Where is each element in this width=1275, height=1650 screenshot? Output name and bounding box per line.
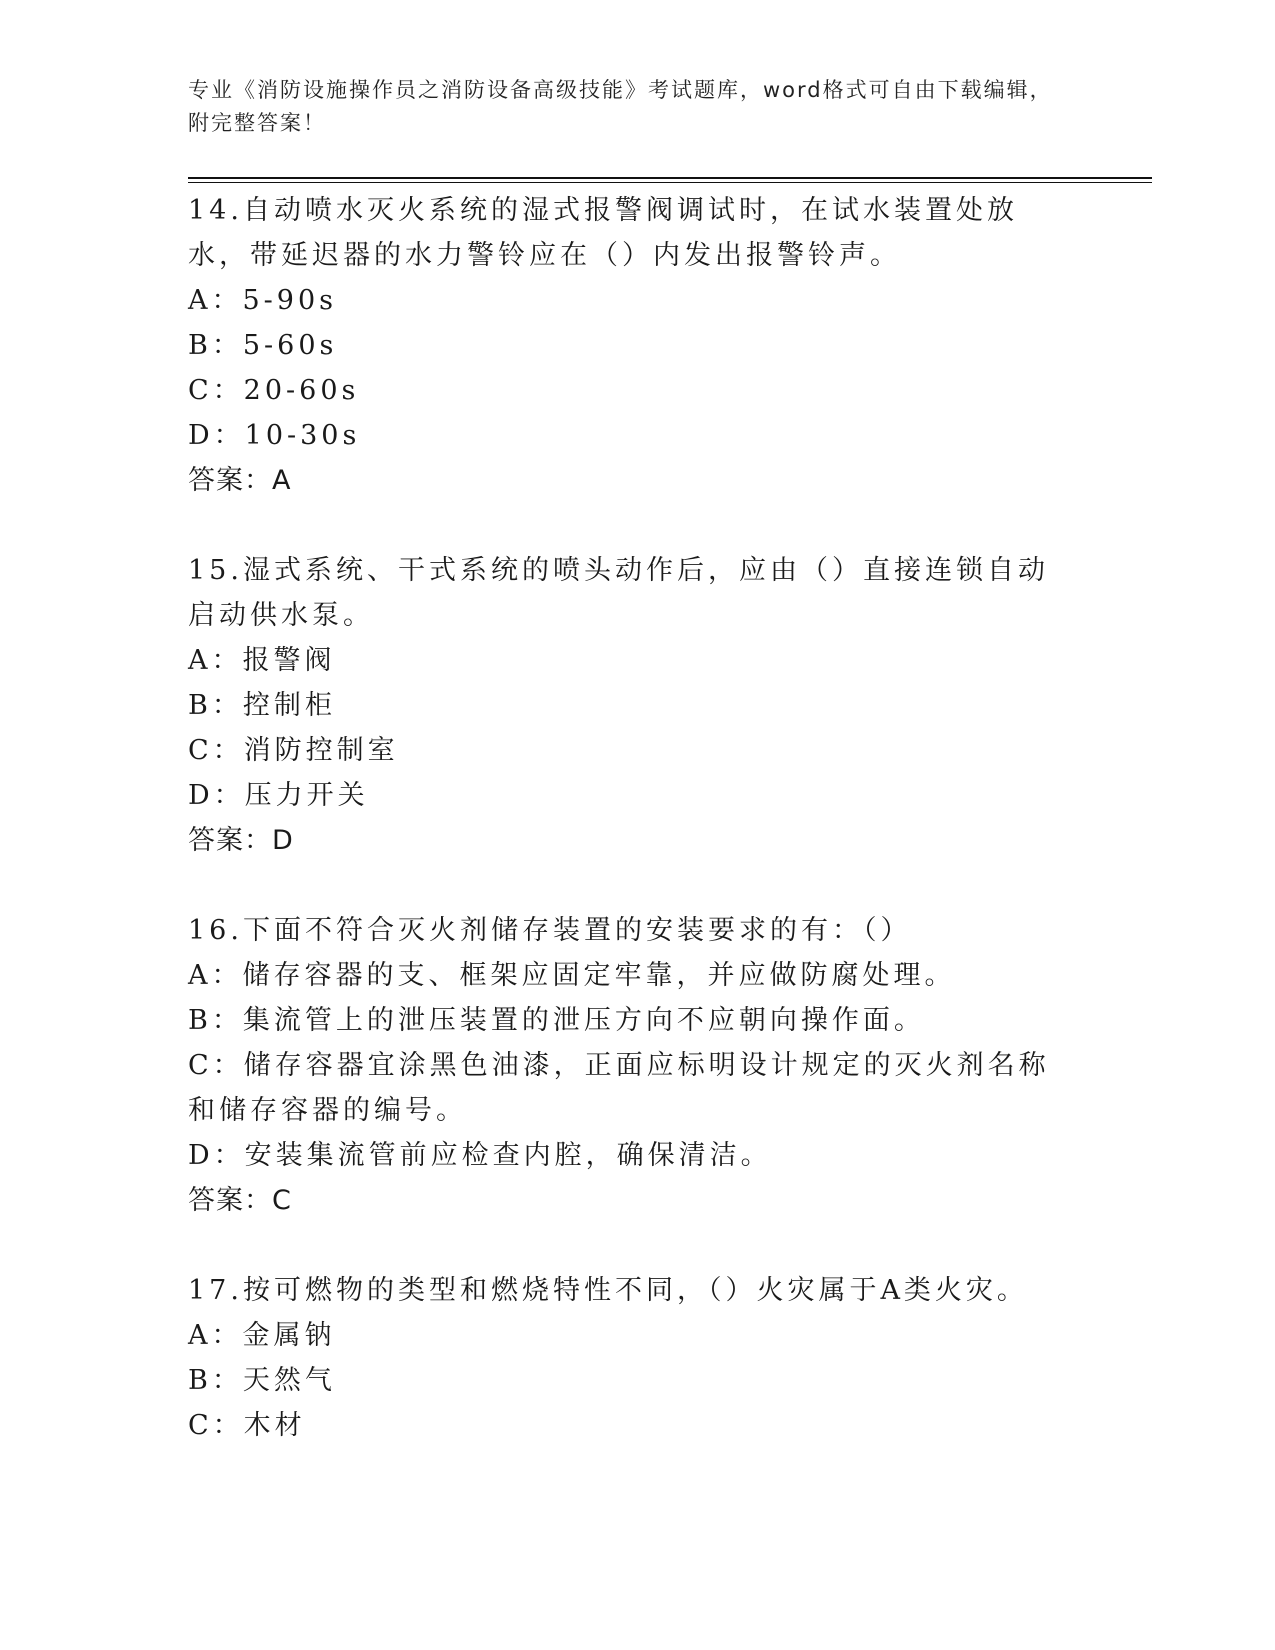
option-a: A：储存容器的支、框架应固定牢靠，并应做防腐处理。 — [188, 960, 956, 991]
option-d: D：10-30s — [188, 420, 361, 451]
header-divider-thin — [188, 182, 1152, 183]
question-stem: 16.下面不符合灭火剂储存装置的安装要求的有：（） — [188, 915, 912, 946]
answer-line: 答案：D — [188, 825, 294, 856]
option-c: C：储存容器宜涂黑色油漆，正面应标明设计规定的灭火剂名称和储存容器的编号。 — [188, 1050, 1050, 1126]
question-17 — [188, 1268, 1078, 1448]
document-header: 专业《消防设施操作员之消防设备高级技能》考试题库，word格式可自由下载编辑，附完整答案！ — [188, 78, 1053, 135]
question-stem: 17.按可燃物的类型和燃烧特性不同，（）火灾属于A类火灾。 — [188, 1275, 1028, 1306]
option-c: C：木材 — [188, 1410, 306, 1441]
answer-line: 答案：C — [188, 1185, 292, 1216]
answer-line: 答案：A — [188, 465, 292, 496]
option-c: C：消防控制室 — [188, 735, 399, 766]
question-stem: 14.自动喷水灭火系统的湿式报警阀调试时，在试水装置处放水，带延迟器的水力警铃应在（）内发出报警铃声。 — [188, 195, 1018, 271]
option-b: B：集流管上的泄压装置的泄压方向不应朝向操作面。 — [188, 1005, 925, 1036]
option-d: D：安装集流管前应检查内腔，确保清洁。 — [188, 1140, 772, 1171]
option-c: C：20-60s — [188, 375, 360, 406]
option-a: A：5-90s — [188, 285, 338, 316]
question-14 — [188, 188, 1078, 503]
option-a: A：报警阀 — [188, 645, 336, 676]
header-divider-thick — [188, 177, 1152, 179]
option-d: D：压力开关 — [188, 780, 369, 811]
question-16 — [188, 908, 1078, 1223]
question-stem: 15.湿式系统、干式系统的喷头动作后，应由（）直接连锁自动启动供水泵。 — [188, 555, 1049, 631]
option-b: B：天然气 — [188, 1365, 336, 1396]
option-b: B：控制柜 — [188, 690, 336, 721]
option-b: B：5-60s — [188, 330, 338, 361]
question-list — [188, 188, 1078, 1448]
option-a: A：金属钠 — [188, 1320, 336, 1351]
question-15 — [188, 548, 1078, 863]
